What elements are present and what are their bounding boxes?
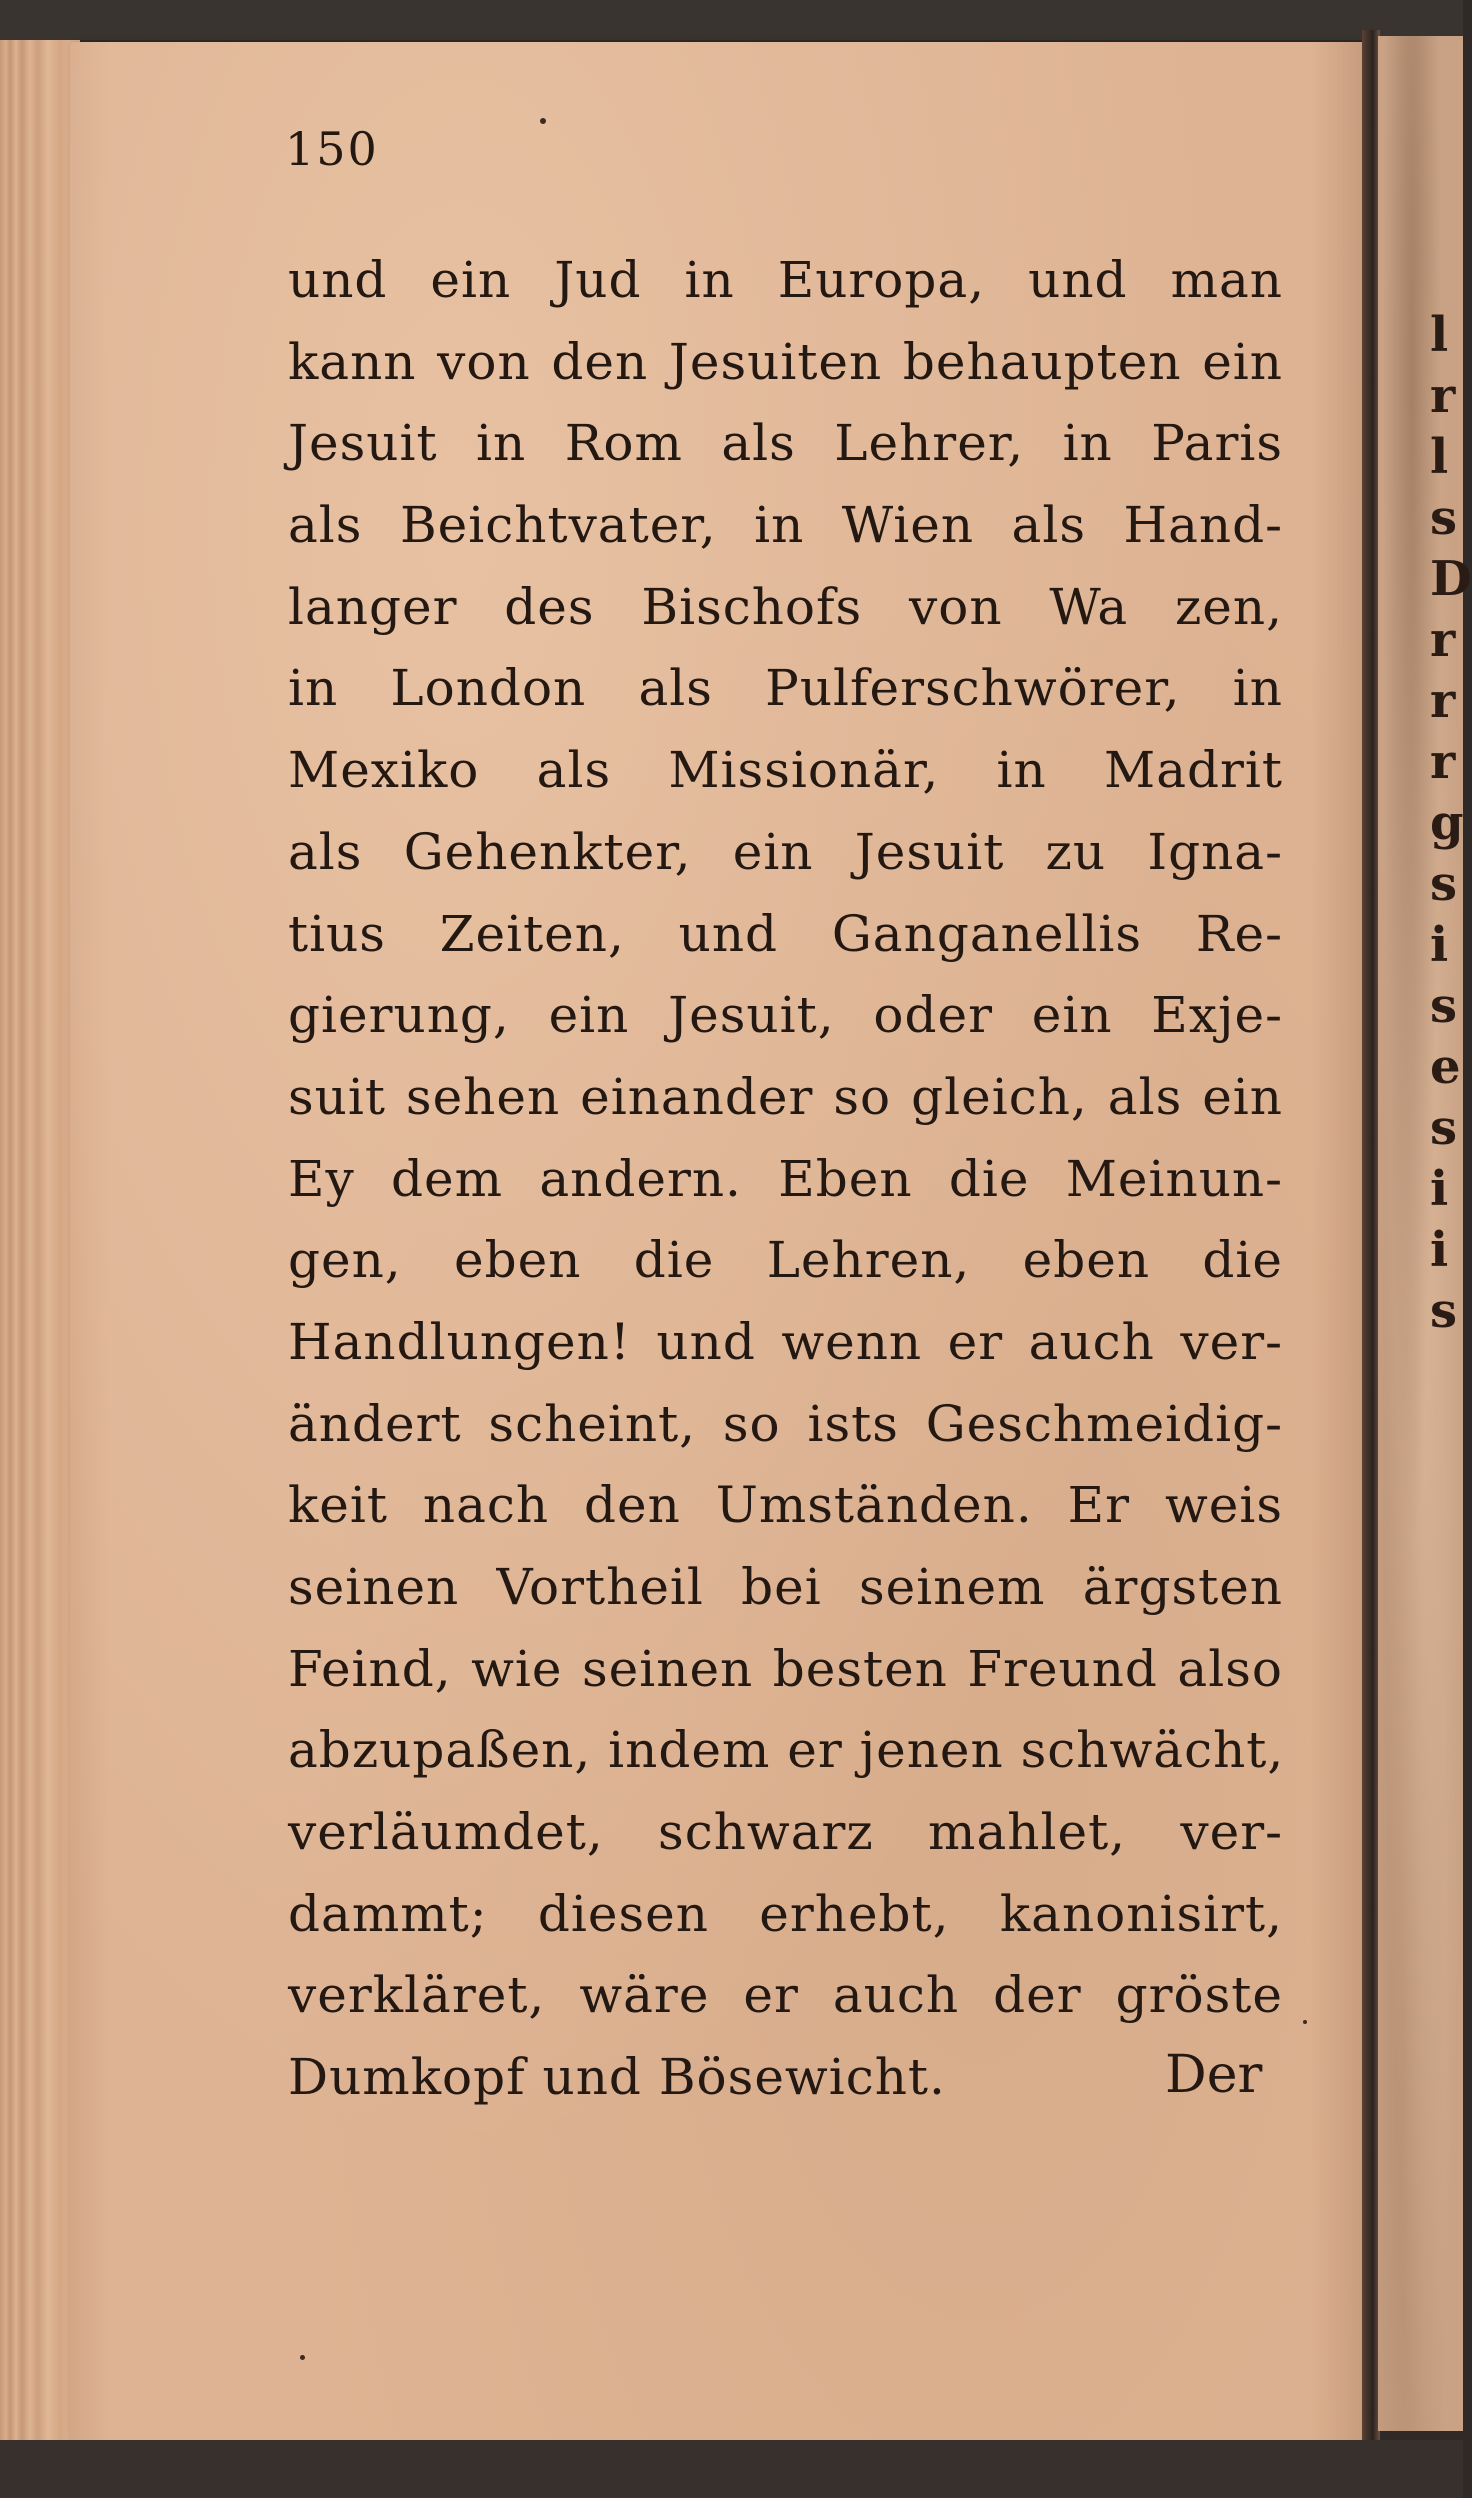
fragment: i [1430,1161,1449,1217]
body-text [288,240,1283,2119]
fragment: r [1430,673,1456,729]
catchword: Der [1165,2045,1263,2105]
text-line: Feind, wie seinen besten Freund also [288,1639,1283,1698]
fragment: i [1430,1222,1449,1278]
scanner-background-bottom [0,2440,1463,2498]
text-line: in London als Pulferschwörer, in [288,659,1283,718]
fragment: g [1430,795,1464,851]
text-line: tius Zeiten, und Ganganellis Re- [288,904,1283,963]
fragment: e [1430,1039,1461,1095]
fragment: s [1430,1100,1458,1156]
fragment: l [1430,429,1449,485]
fragment: l [1430,307,1449,363]
fragment: r [1430,612,1456,668]
fragment: D [1430,551,1472,607]
text-line: langer des Bischofs von Wa zen, [288,577,1283,636]
page-number: 150 [285,122,379,176]
ink-speck [300,2355,305,2360]
text-line: dammt; diesen erhebt, kanonisirt, [288,1884,1283,1943]
text-line: Handlungen! und wenn er auch ver- [288,1312,1283,1371]
text-line: ändert scheint, so ists Geschmeidig- [288,1394,1283,1453]
fragment: r [1430,734,1456,790]
fragment: s [1430,978,1458,1034]
ink-speck [540,118,546,124]
fragment: i [1430,917,1449,973]
text-line: als Gehenkter, ein Jesuit zu Igna- [288,822,1283,881]
text-line: keit nach den Umständen. Er weis [288,1476,1283,1535]
page-edges-stack [0,40,80,2450]
fragment: s [1430,1283,1458,1339]
text-line: seinen Vortheil bei seinem ärgsten [288,1558,1283,1616]
text-line: abzupaßen, indem er jenen schwächt, [288,1721,1285,1780]
text-line: als Beichtvater, in Wien als Hand- [288,496,1283,555]
facing-page-text-fragments [1430,305,1472,1342]
fragment: s [1430,490,1458,546]
text-line: Jesuit in Rom als Lehrer, in Paris [288,414,1283,473]
text-line: Mexiko als Missionär, in Madrit [288,741,1283,800]
text-line: Ey dem andern. Eben die Meinun- [288,1149,1283,1208]
text-line: kann von den Jesuiten behaupten ein [288,332,1283,391]
fragment: r [1430,368,1456,424]
ink-speck [1303,2020,1307,2024]
text-line-last: Dumkopf und Bösewicht. [288,2048,946,2107]
text-line: gierung, ein Jesuit, oder ein Exje- [288,986,1283,1045]
fragment: s [1430,856,1458,912]
text-line: verkläret, wäre er auch der gröste [288,1966,1283,2025]
text-line: und ein Jud in Europa, und man [288,251,1283,309]
text-line: gen, eben die Lehren, eben die [288,1231,1283,1290]
text-line: suit sehen einander so gleich, als ein [288,1067,1283,1126]
scanner-background-top [0,0,1463,40]
text-line: verläumdet, schwarz mahlet, ver- [288,1803,1283,1862]
